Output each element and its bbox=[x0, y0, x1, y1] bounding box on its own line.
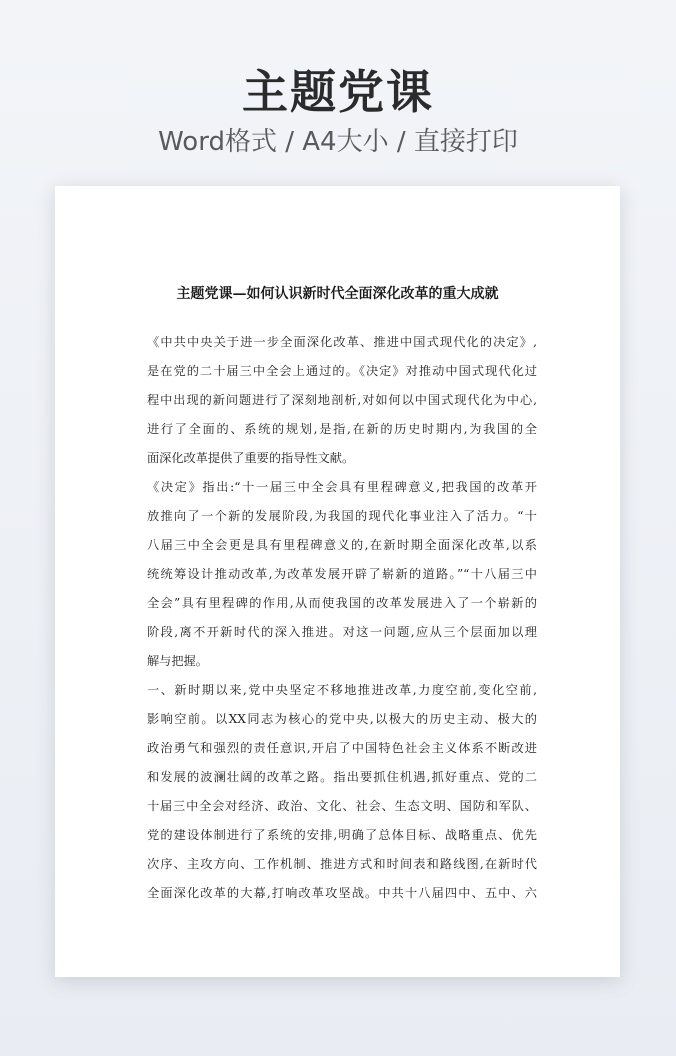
text-line: 十届三中全会对经济、政治、文化、社会、生态文明、国防和军队、 bbox=[147, 799, 537, 813]
text-line: 《决定》指出:“十一届三中全会具有里程碑意义,把我国的改革开 bbox=[147, 480, 537, 494]
text-line: 面深化改革提供了重要的指导性文献。 bbox=[147, 451, 355, 465]
text-line: 影响空前。以XX同志为核心的党中央,以极大的历史主动、极大的 bbox=[147, 712, 537, 726]
text-line: 一、新时期以来,党中央坚定不移地推进改革,力度空前,变化空前, bbox=[147, 683, 537, 697]
text-line: 解与把握。 bbox=[147, 654, 208, 668]
document-title: 主题党课—如何认识新时代全面深化改革的重大成就 bbox=[176, 286, 499, 302]
text-line: 党的建设体制进行了系统的安排,明确了总体目标、战略重点、优先 bbox=[147, 828, 537, 842]
text-line: 放推向了一个新的发展阶段,为我国的现代化事业注入了活力。“十 bbox=[147, 509, 537, 523]
text-line: 统统筹设计推动改革,为改革发展开辟了崭新的道路。”“十八届三中 bbox=[147, 567, 537, 581]
text-line: 《中共中央关于进一步全面深化改革、推进中国式现代化的决定》, bbox=[147, 335, 537, 349]
text-line: 次序、主攻方向、工作机制、推进方式和时间表和路线图,在新时代 bbox=[147, 857, 537, 871]
text-line: 阶段,离不开新时代的深入推进。对这一问题,应从三个层面加以理 bbox=[147, 625, 537, 639]
document-body bbox=[147, 328, 537, 908]
text-line: 程中出现的新问题进行了深刻地剖析,对如何以中国式现代化为中心, bbox=[147, 393, 537, 407]
page-title: 主题党课 bbox=[242, 65, 434, 119]
page-subtitle: Word格式 / A4大小 / 直接打印 bbox=[158, 127, 518, 157]
page-header bbox=[0, 62, 676, 160]
text-line: 是在党的二十届三中全会上通过的。《决定》对推动中国式现代化过 bbox=[147, 364, 537, 378]
text-line: 政治勇气和强烈的责任意识,开启了中国特色社会主义体系不断改进 bbox=[147, 741, 537, 755]
text-line: 进行了全面的、系统的规划,是指,在新的历史时期内,为我国的全 bbox=[147, 422, 537, 436]
text-line: 和发展的波澜壮阔的改革之路。指出要抓住机遇,抓好重点、党的二 bbox=[147, 770, 537, 784]
text-line: 八届三中全会更是具有里程碑意义的,在新时期全面深化改革,以系 bbox=[147, 538, 537, 552]
text-line: 全面深化改革的大幕,打响改革攻坚战。中共十八届四中、五中、六 bbox=[147, 886, 537, 900]
text-line: 全会”具有里程碑的作用,从而使我国的改革发展进入了一个崭新的 bbox=[147, 596, 537, 610]
document-page bbox=[55, 186, 620, 977]
